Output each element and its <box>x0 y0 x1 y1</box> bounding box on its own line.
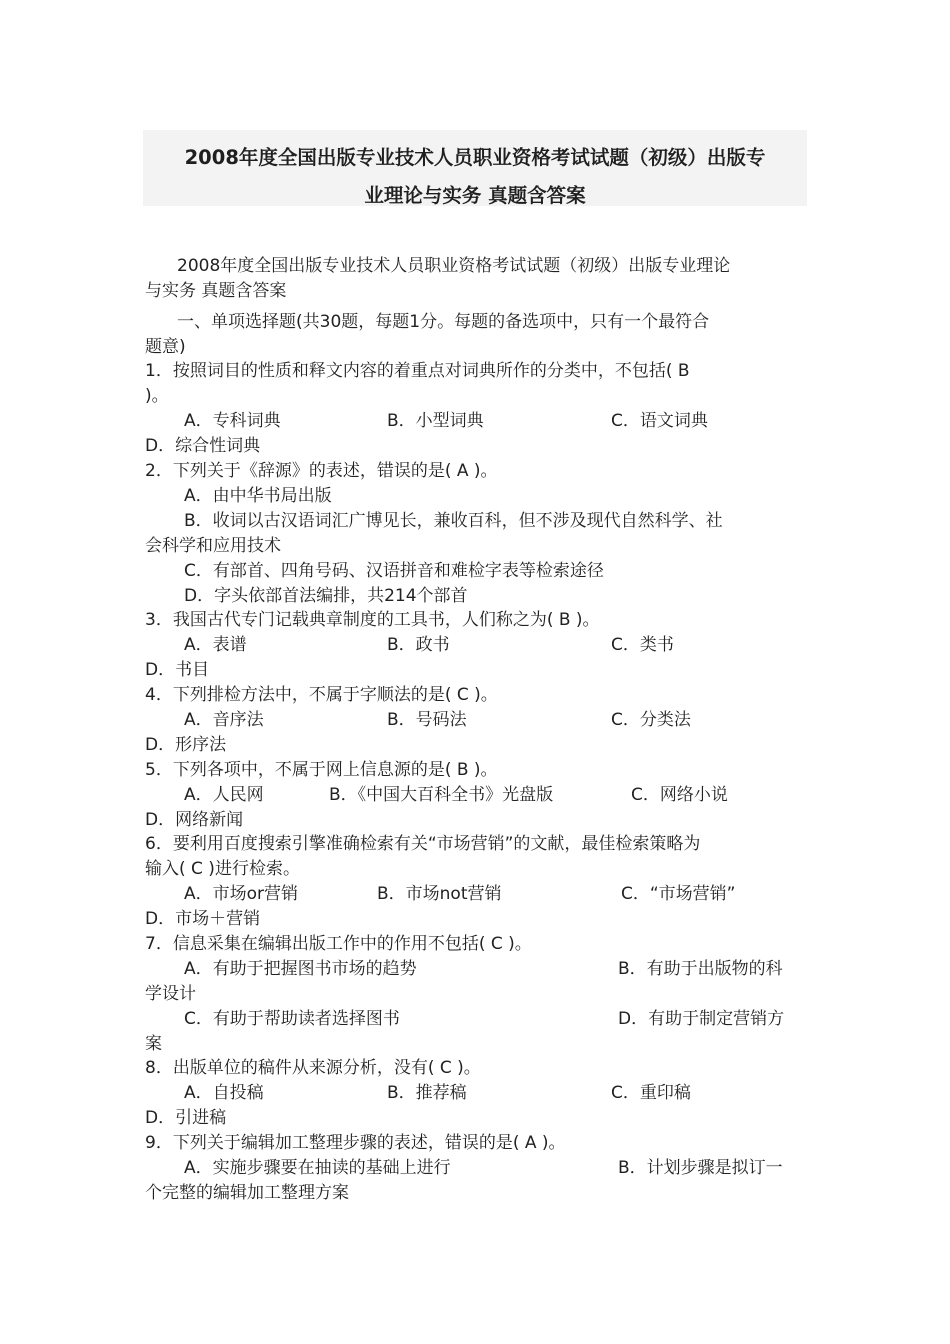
option-d: D．形序法 <box>145 735 227 755</box>
option-b: B．收词以古汉语词汇广博见长，兼收百科，但不涉及现代自然科学、社 <box>184 511 723 531</box>
option-a: A．专科词典 <box>184 411 281 431</box>
document-title <box>143 130 807 206</box>
option-b: B．计划步骤是拟订一 <box>618 1158 783 1178</box>
question-stem: 2．下列关于《辞源》的表述，错误的是( A )。 <box>145 461 498 481</box>
question-stem: 7．信息采集在编辑出版工作中的作用不包括( C )。 <box>145 934 532 954</box>
option-b: B．《中国大百科全书》光盘版 <box>329 785 554 805</box>
option-c: C．语文词典 <box>611 411 708 431</box>
option-c: C．网络小说 <box>631 785 728 805</box>
option-d-continued: 案 <box>145 1034 162 1054</box>
option-c: C．有助于帮助读者选择图书 <box>184 1009 400 1029</box>
option-a: A．自投稿 <box>184 1083 264 1103</box>
option-c: C．类书 <box>611 635 674 655</box>
question-stem: 6．要利用百度搜索引擎准确检索有关“市场营销”的文献，最佳检索策略为 <box>145 834 701 854</box>
option-b-continued: 个完整的编辑加工整理方案 <box>145 1183 349 1203</box>
option-d: D．有助于制定营销方 <box>618 1009 785 1029</box>
question-stem: 5．下列各项中，不属于网上信息源的是( B )。 <box>145 760 498 780</box>
option-b: B．小型词典 <box>387 411 484 431</box>
option-a: A．表谱 <box>184 635 247 655</box>
question-stem: 4．下列排检方法中，不属于字顺法的是( C )。 <box>145 685 498 705</box>
option-d: D．市场＋营销 <box>145 909 261 929</box>
option-a: A．实施步骤要在抽读的基础上进行 <box>184 1158 451 1178</box>
intro-line-2: 与实务 真题含答案 <box>145 281 287 301</box>
option-d: D．综合性词典 <box>145 436 261 456</box>
option-d: D．引进稿 <box>145 1108 227 1128</box>
question-stem: 输入( C )进行检索。 <box>145 859 300 879</box>
option-c: C．分类法 <box>611 710 691 730</box>
question-stem: 1．按照词目的性质和释文内容的着重点对词典所作的分类中，不包括( B <box>145 361 690 381</box>
option-a: A．由中华书局出版 <box>184 486 332 506</box>
option-b: B．有助于出版物的科 <box>618 959 783 979</box>
option-d: D．字头依部首法编排，共214个部首 <box>184 586 468 606</box>
section-heading-line-2: 题意) <box>145 337 186 357</box>
intro-line-1: 2008年度全国出版专业技术人员职业资格考试试题（初级）出版专业理论 <box>177 256 731 276</box>
option-b: B．号码法 <box>387 710 467 730</box>
option-b: B．政书 <box>387 635 450 655</box>
question-stem: 9．下列关于编辑加工整理步骤的表述，错误的是( A )。 <box>145 1133 566 1153</box>
option-b: B．推荐稿 <box>387 1083 467 1103</box>
option-a: A．音序法 <box>184 710 264 730</box>
option-d: D．网络新闻 <box>145 810 244 830</box>
option-c: C．有部首、四角号码、汉语拼音和难检字表等检索途径 <box>184 561 604 581</box>
option-a: A．有助于把握图书市场的趋势 <box>184 959 417 979</box>
section-heading-line-1: 一、单项选择题(共30题，每题1分。每题的备选项中，只有一个最符合 <box>177 312 710 332</box>
option-b-continued: 学设计 <box>145 984 196 1004</box>
title-line-1: 2008年度全国出版专业技术人员职业资格考试试题（初级）出版专 <box>184 146 766 169</box>
option-a: A．市场or营销 <box>184 884 299 904</box>
option-b: B．市场not营销 <box>377 884 502 904</box>
option-b-continued: 会科学和应用技术 <box>145 536 281 556</box>
title-line-2: 业理论与实务 真题含答案 <box>364 184 586 207</box>
question-stem: )。 <box>145 386 169 406</box>
option-d: D．书目 <box>145 660 210 680</box>
option-c: C．“市场营销” <box>621 884 736 904</box>
question-stem: 3．我国古代专门记载典章制度的工具书，人们称之为( B )。 <box>145 610 600 630</box>
question-stem: 8．出版单位的稿件从来源分析，没有( C )。 <box>145 1058 481 1078</box>
option-a: A．人民网 <box>184 785 264 805</box>
option-c: C．重印稿 <box>611 1083 691 1103</box>
